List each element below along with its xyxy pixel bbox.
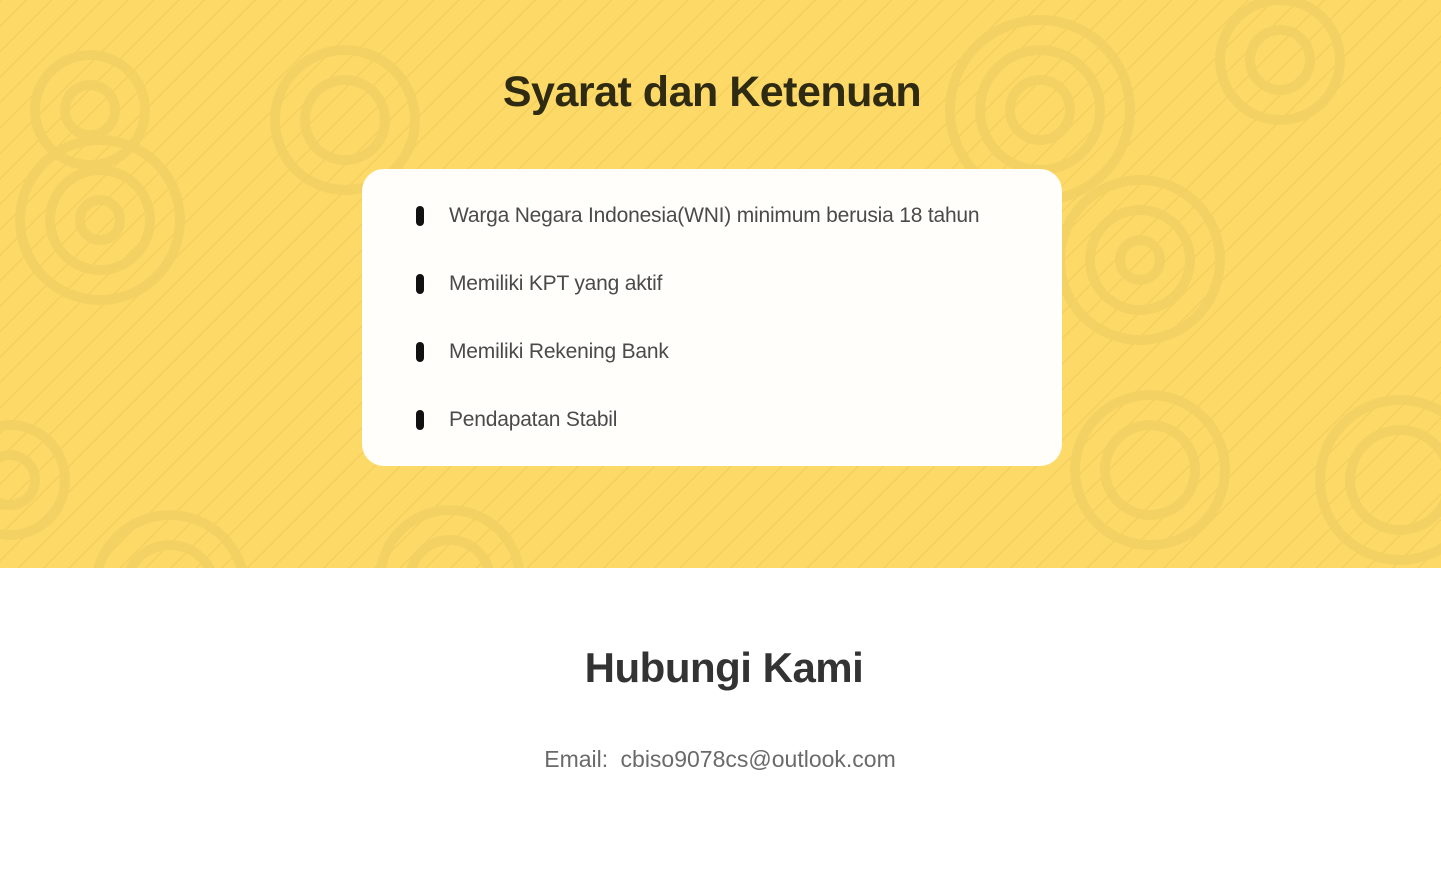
email-label: Email:: [544, 746, 609, 772]
terms-card: [362, 169, 1062, 466]
term-item: [362, 265, 1062, 305]
term-item: [362, 401, 1062, 441]
watermark: [1393, 470, 1413, 560]
bullet-icon: [416, 410, 424, 430]
contact-email-row: [0, 746, 1440, 773]
terms-title: Syarat dan Ketenuan: [502, 68, 922, 116]
contact-title: Hubungi Kami: [584, 644, 864, 691]
term-text: Memiliki Rekening Bank: [449, 340, 669, 363]
email-link[interactable]: cbiso9078cs@outlook.com: [620, 746, 896, 772]
term-text: Memiliki KPT yang aktif: [449, 272, 663, 295]
term-item: [362, 197, 1062, 237]
term-text: Warga Negara Indonesia(WNI) minimum berusia 18 tahun: [449, 204, 980, 227]
term-item: [362, 333, 1062, 373]
bullet-icon: [416, 342, 424, 362]
bullet-icon: [416, 274, 424, 294]
term-text: Pendapatan Stabil: [449, 408, 618, 431]
bullet-icon: [416, 206, 424, 226]
